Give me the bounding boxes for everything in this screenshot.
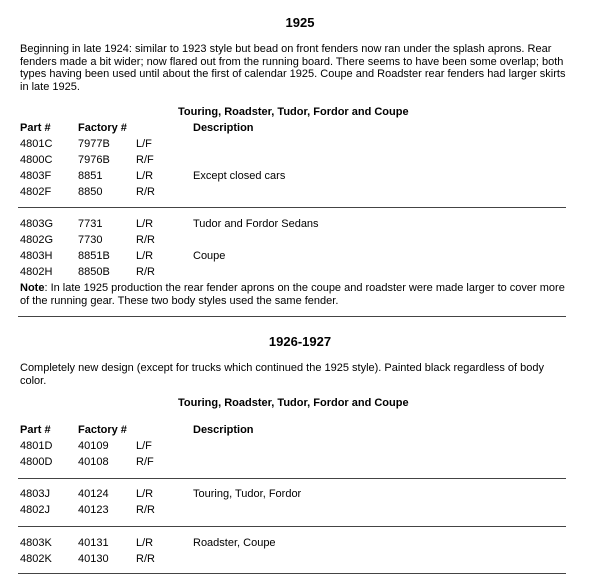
position: L/R <box>136 537 154 549</box>
header-part-number: Part # <box>20 122 51 134</box>
factory-number: 40123 <box>78 504 109 516</box>
part-number: 4802H <box>20 266 53 278</box>
part-number: 4800C <box>20 154 53 166</box>
factory-number: 40109 <box>78 440 109 452</box>
position: L/F <box>136 138 152 150</box>
header-description: Description <box>193 122 254 134</box>
part-number: 4801D <box>20 440 53 452</box>
note-label: Note <box>20 282 45 294</box>
factory-number: 8851B <box>78 250 110 262</box>
factory-number: 7977B <box>78 138 110 150</box>
position: L/R <box>136 250 154 262</box>
position: L/F <box>136 440 152 452</box>
description: Tudor and Fordor Sedans <box>193 218 319 230</box>
position: R/R <box>136 553 155 565</box>
note-text: : In late 1925 production the rear fender aprons on the coupe and roadster were made larger to cover more of the running gear. These two body styles used the same fender. <box>20 282 565 307</box>
factory-number: 40130 <box>78 553 109 565</box>
factory-number: 8850 <box>78 186 103 198</box>
body-styles-subtitle-1926-1927: Touring, Roadster, Tudor, Fordor and Coupe <box>178 397 409 409</box>
body-styles-subtitle-1925: Touring, Roadster, Tudor, Fordor and Coupe <box>178 106 409 118</box>
part-number: 4800D <box>20 456 53 468</box>
part-number: 4803F <box>20 170 52 182</box>
part-number: 4803H <box>20 250 53 262</box>
description: Roadster, Coupe <box>193 537 276 549</box>
factory-number: 40124 <box>78 488 109 500</box>
part-number: 4802G <box>20 234 54 246</box>
divider <box>18 478 566 479</box>
part-number: 4803G <box>20 218 54 230</box>
position: L/R <box>136 488 154 500</box>
factory-number: 8851 <box>78 170 103 182</box>
factory-number: 40131 <box>78 537 109 549</box>
position: R/R <box>136 234 155 246</box>
position: R/R <box>136 504 155 516</box>
factory-number: 7976B <box>78 154 110 166</box>
section-title-1926-1927: 1926-1927 <box>268 334 332 349</box>
position: R/F <box>136 154 154 166</box>
divider <box>18 207 566 208</box>
intro-paragraph-1925: Beginning in late 1924: similar to 1923 style but bead on front fenders now ran under the splash aprons. Rear fenders made a bit wider; now flared out from the running board. There seems to have been some overlap; both types having been used until about the first of calendar 1925. Coupe and Roadster rear fenders had larger skirts in late 1925. <box>20 43 566 93</box>
header-description: Description <box>193 424 254 436</box>
note-1925 <box>20 282 572 307</box>
part-number: 4801C <box>20 138 53 150</box>
factory-number: 8850B <box>78 266 110 278</box>
factory-number: 7730 <box>78 234 103 246</box>
intro-paragraph-1926-1927: Completely new design (except for trucks which continued the 1925 style). Painted black regardless of body color. <box>20 362 545 387</box>
part-number: 4802K <box>20 553 52 565</box>
description: Coupe <box>193 250 226 262</box>
part-number: 4803K <box>20 537 52 549</box>
position: L/R <box>136 218 154 230</box>
factory-number: 40108 <box>78 456 109 468</box>
header-factory-number: Factory # <box>78 122 127 134</box>
divider <box>18 526 566 527</box>
header-part-number: Part # <box>20 424 51 436</box>
position: R/F <box>136 456 154 468</box>
header-factory-number: Factory # <box>78 424 127 436</box>
description: Except closed cars <box>193 170 286 182</box>
part-number: 4802J <box>20 504 50 516</box>
part-number: 4803J <box>20 488 50 500</box>
description: Touring, Tudor, Fordor <box>193 488 302 500</box>
position: R/R <box>136 186 155 198</box>
position: L/R <box>136 170 154 182</box>
position: R/R <box>136 266 155 278</box>
factory-number: 7731 <box>78 218 103 230</box>
part-number: 4802F <box>20 186 52 198</box>
divider <box>18 316 566 317</box>
section-title-1925: 1925 <box>285 15 315 30</box>
divider <box>18 573 566 574</box>
